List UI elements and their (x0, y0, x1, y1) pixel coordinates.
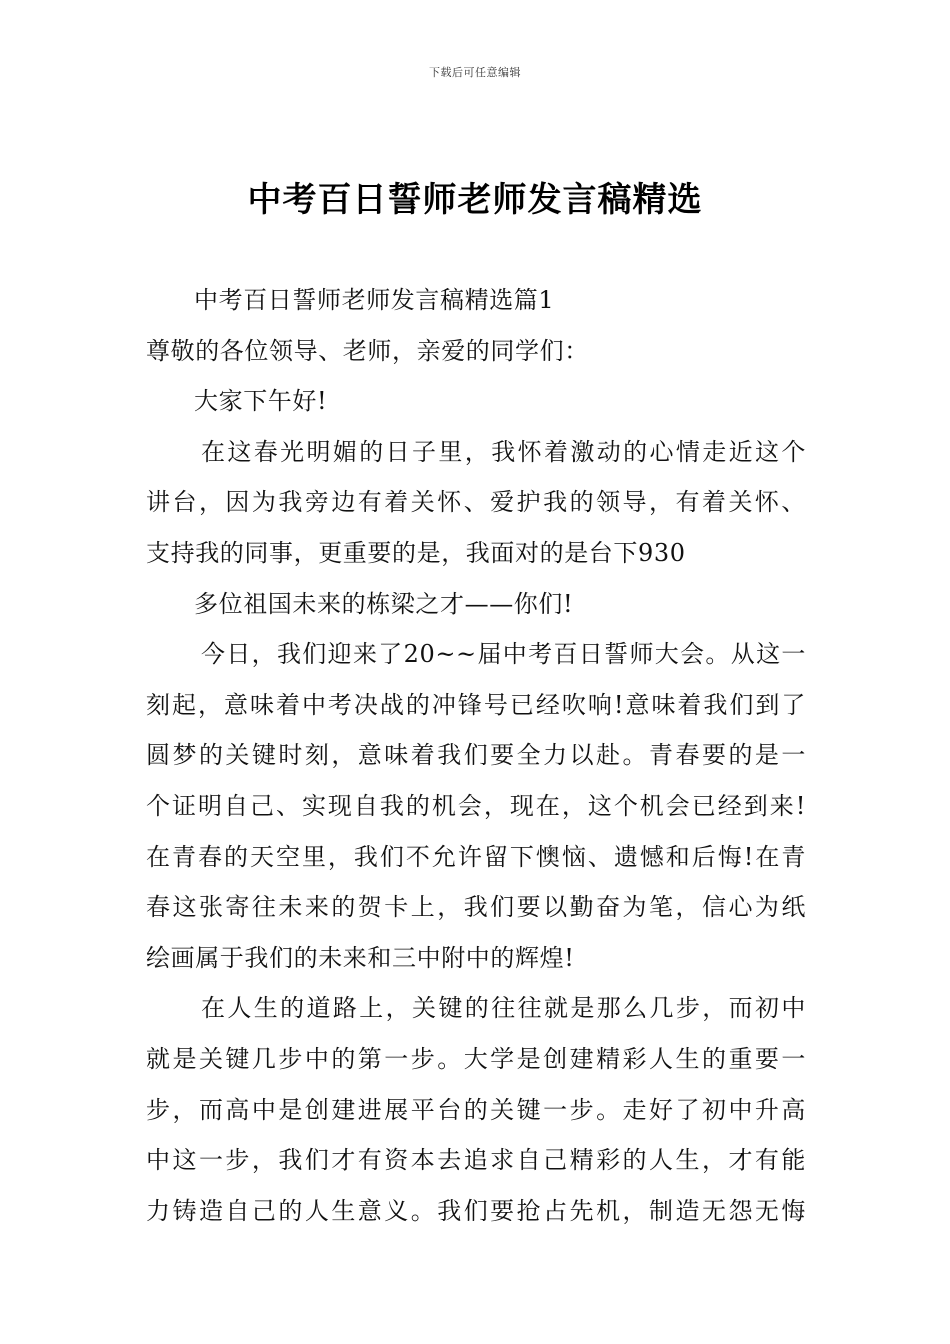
paragraph-line: 圆梦的关键时刻，意味着我们要全力以赴。青春要的是一 (146, 741, 806, 770)
paragraph-line: 步，而高中是创建进展平台的关键一步。走好了初中升高 (146, 1095, 806, 1124)
document-title: 中考百日誓师老师发言稿精选 (247, 180, 703, 220)
salutation: 尊敬的各位领导、老师，亲爱的同学们： (146, 336, 589, 365)
document-body (146, 280, 806, 1241)
paragraph-line: 在青春的天空里，我们不允许留下懊恼、遗憾和后悔!在青 (146, 842, 806, 871)
paragraph-line: 就是关键几步中的第一步。大学是创建精彩人生的重要一 (146, 1044, 806, 1073)
paragraph-line: 力铸造自己的人生意义。我们要抢占先机，制造无怨无悔 (146, 1196, 806, 1225)
header-note: 下载后可任意编辑 (429, 66, 521, 79)
paragraph-line: 今日，我们迎来了20~~届中考百日誓师大会。从这一 (201, 640, 806, 669)
greeting: 大家下午好! (194, 387, 328, 416)
paragraph-line: 多位祖国未来的栋梁之才——你们! (194, 589, 574, 618)
paragraph-line: 支持我的同事，更重要的是，我面对的是台下930 (146, 538, 686, 567)
paragraph-line: 中这一步，我们才有资本去追求自己精彩的人生，才有能 (146, 1146, 806, 1175)
paragraph-line: 个证明自己、实现自我的机会，现在，这个机会已经到来! (146, 791, 806, 820)
paragraph-line: 春这张寄往未来的贺卡上，我们要以勤奋为笔，信心为纸 (146, 893, 806, 922)
paragraph-line: 刻起，意味着中考决战的冲锋号已经吹响!意味着我们到了 (146, 690, 806, 719)
section-heading: 中考百日誓师老师发言稿精选篇1 (194, 286, 555, 314)
paragraph-line: 在这春光明媚的日子里，我怀着激动的心情走近这个 (201, 437, 806, 466)
paragraph-line: 绘画属于我们的未来和三中附中的辉煌! (146, 943, 575, 972)
paragraph-line: 在人生的道路上，关键的往往就是那么几步，而初中 (201, 994, 806, 1023)
paragraph-line: 讲台，因为我旁边有着关怀、爱护我的领导，有着关怀、 (146, 488, 806, 517)
